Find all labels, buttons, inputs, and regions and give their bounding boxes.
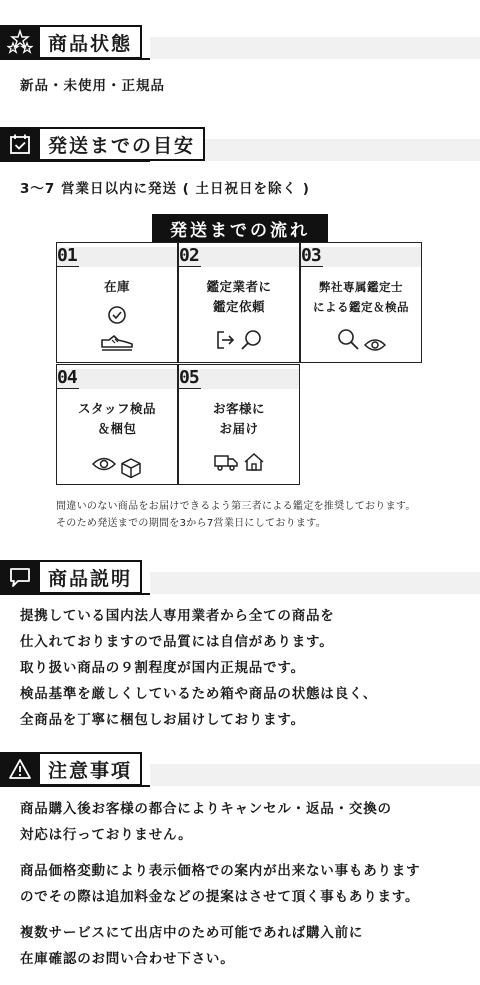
home-icon (244, 453, 264, 475)
step-label-line2: による鑑定＆検品 (313, 300, 409, 314)
flow-step-5 (178, 364, 300, 485)
flow-title: 発送までの流れ (152, 214, 328, 242)
shipping-text: 3〜7 営業日以内に発送 ( 土日祝日を除く ) (20, 181, 310, 197)
step-label-line1: スタッフ検品 (77, 401, 156, 416)
step-label-line2: 鑑定依頼 (212, 299, 265, 314)
step-label-line1: 鑑定業者に (206, 279, 272, 294)
shipping-title: 発送までの目安 (40, 127, 205, 161)
notice-line: のでその際は追加料金などの提案はさせて頂く事もあります。 (20, 889, 420, 905)
magnifier-icon (240, 329, 262, 355)
notice-paragraph-3 (20, 920, 363, 972)
notice-header (0, 752, 480, 786)
calendar-check-icon (0, 127, 40, 161)
flow-step-4 (56, 364, 178, 485)
description-header (0, 560, 480, 594)
description-line: 全商品を丁寧に梱包しお届けしております。 (20, 712, 305, 728)
shipping-header (0, 127, 480, 161)
description-body (20, 603, 377, 733)
flow-step-3 (300, 242, 422, 363)
notice-line: 商品価格変動により表示価格での案内が出来ない事もあります (20, 863, 421, 879)
speech-bubble-icon (0, 560, 40, 594)
condition-title: 商品状態 (40, 25, 142, 59)
step-label-line2: お届け (219, 421, 259, 436)
description-title: 商品説明 (40, 560, 142, 594)
check-circle-icon (107, 305, 127, 329)
step-number: 04 (57, 367, 77, 388)
description-line: 取り扱い商品の９割程度が国内正規品です。 (20, 660, 305, 676)
flow-step-2 (178, 242, 300, 363)
eye-icon (364, 337, 386, 356)
delivery-truck-icon (214, 453, 238, 475)
description-line: 提携している国内法人専用業者から全ての商品を (20, 608, 335, 624)
sneaker-icon (100, 332, 134, 356)
send-arrow-icon (216, 329, 236, 355)
flow-note-1: 間違いのない商品をお届けできるよう第三者による鑑定を推奨しております。 (56, 501, 416, 512)
sparkle-stars-icon (0, 25, 40, 59)
step-number: 03 (301, 245, 321, 266)
notice-paragraph-2 (20, 858, 420, 910)
step-number: 05 (179, 367, 199, 388)
notice-line: 在庫確認のお問い合わせ下さい。 (20, 951, 235, 967)
step-label-line1: 在庫 (103, 279, 130, 294)
step-label-line1: お客様に (212, 401, 265, 416)
flow-note-2: そのため発送までの期間を3から7営業日にしております。 (56, 518, 327, 529)
package-box-icon (120, 457, 142, 483)
step-number: 02 (179, 245, 199, 266)
warning-triangle-icon (0, 752, 40, 786)
description-line: 仕入れておりますので品質には自信があります。 (20, 634, 334, 650)
notice-paragraph-1 (20, 796, 392, 848)
notice-line: 複数サービスにて出店中のため可能であれば購入前に (20, 925, 364, 941)
eye-icon (92, 456, 116, 476)
description-line: 検品基準を厳しくしているため箱や商品の状態は良く、 (20, 686, 378, 702)
step-label-line1: 弊社専属鑑定士 (319, 280, 403, 294)
condition-header (0, 25, 480, 59)
notice-title: 注意事項 (40, 752, 142, 786)
step-number: 01 (57, 245, 77, 266)
condition-text: 新品・未使用・正規品 (20, 78, 165, 94)
notice-line: 商品購入後お客様の都合によりキャンセル・返品・交換の (20, 801, 392, 817)
notice-line: 対応は行っておりません。 (20, 827, 193, 843)
flow-step-1 (56, 242, 178, 363)
step-label-line2: ＆梱包 (97, 421, 137, 436)
magnifier-icon (336, 328, 360, 356)
